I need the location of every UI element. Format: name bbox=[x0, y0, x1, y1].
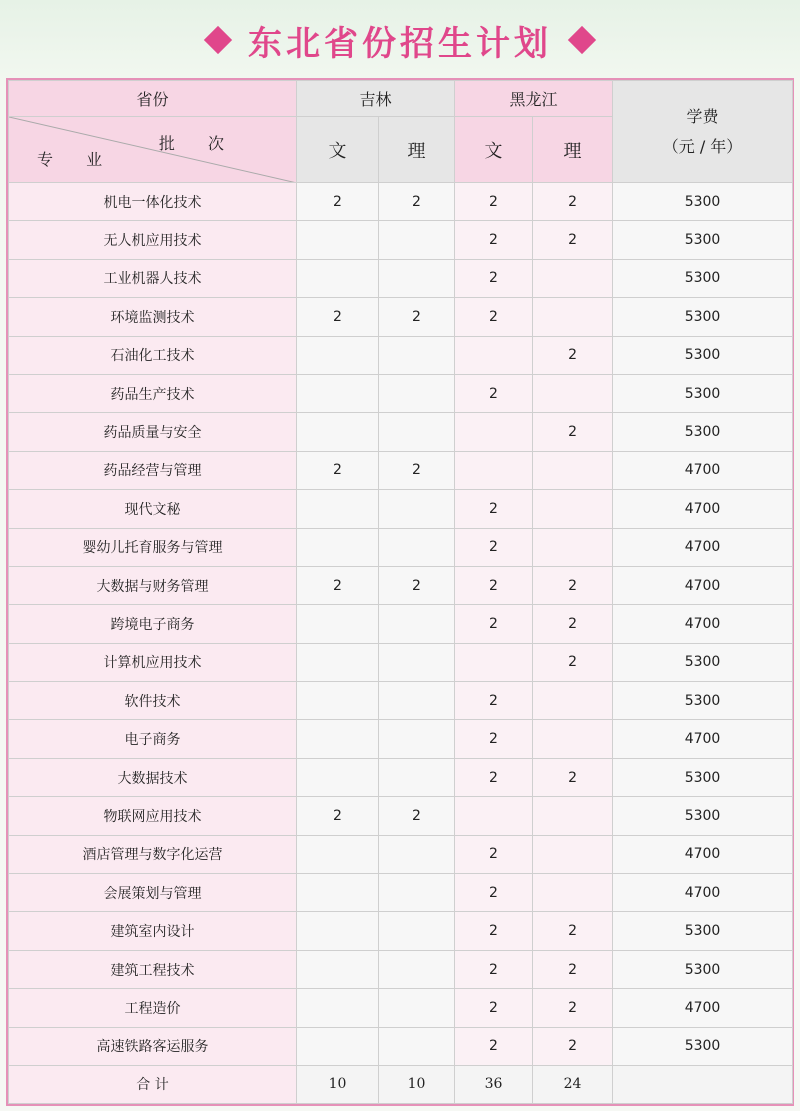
title-text: 东北省份招生计划 bbox=[248, 23, 552, 64]
quota-hlj-li-cell bbox=[533, 451, 613, 489]
table-row bbox=[9, 989, 793, 1027]
major-cell: 电子商务 bbox=[9, 720, 297, 758]
major-cell: 跨境电子商务 bbox=[9, 605, 297, 643]
batch-major-header bbox=[9, 117, 297, 183]
quota-hlj-wen-cell: 2 bbox=[455, 912, 533, 950]
quota-jl-wen-cell bbox=[297, 835, 379, 873]
total-tuition-cell bbox=[613, 1065, 793, 1103]
quota-jl-wen-cell: 2 bbox=[297, 451, 379, 489]
table-row bbox=[9, 758, 793, 796]
major-cell: 物联网应用技术 bbox=[9, 797, 297, 835]
quota-hlj-wen-cell: 2 bbox=[455, 221, 533, 259]
total-hlj-wen-cell: 36 bbox=[455, 1065, 533, 1103]
quota-jl-wen-cell bbox=[297, 490, 379, 528]
quota-jl-li-cell bbox=[379, 874, 455, 912]
tuition-cell: 4700 bbox=[613, 835, 793, 873]
table-row bbox=[9, 912, 793, 950]
table-row bbox=[9, 643, 793, 681]
major-cell: 药品质量与安全 bbox=[9, 413, 297, 451]
quota-jl-li-cell bbox=[379, 758, 455, 796]
quota-jl-wen-cell bbox=[297, 682, 379, 720]
table-row bbox=[9, 374, 793, 412]
tuition-cell: 4700 bbox=[613, 528, 793, 566]
quota-hlj-li-cell: 2 bbox=[533, 1027, 613, 1065]
subject-hlj-wen: 文 bbox=[455, 117, 533, 183]
major-cell: 软件技术 bbox=[9, 682, 297, 720]
tuition-header bbox=[613, 81, 793, 183]
quota-hlj-li-cell bbox=[533, 835, 613, 873]
total-jl-li-cell: 10 bbox=[379, 1065, 455, 1103]
tuition-unit: （元 / 年） bbox=[662, 136, 743, 156]
quota-jl-li-cell bbox=[379, 413, 455, 451]
table-row bbox=[9, 797, 793, 835]
subject-jilin-wen: 文 bbox=[297, 117, 379, 183]
quota-jl-wen-cell bbox=[297, 912, 379, 950]
quota-jl-wen-cell bbox=[297, 720, 379, 758]
quota-hlj-li-cell bbox=[533, 874, 613, 912]
quota-hlj-li-cell: 2 bbox=[533, 566, 613, 604]
major-cell: 药品生产技术 bbox=[9, 374, 297, 412]
quota-hlj-wen-cell: 2 bbox=[455, 566, 533, 604]
major-label: 专 业 bbox=[37, 150, 117, 169]
quota-jl-li-cell bbox=[379, 912, 455, 950]
quota-hlj-li-cell: 2 bbox=[533, 950, 613, 988]
quota-hlj-wen-cell: 2 bbox=[455, 720, 533, 758]
tuition-cell: 5300 bbox=[613, 1027, 793, 1065]
tuition-cell: 5300 bbox=[613, 413, 793, 451]
quota-jl-wen-cell bbox=[297, 413, 379, 451]
major-cell: 大数据与财务管理 bbox=[9, 566, 297, 604]
total-hlj-li-cell: 24 bbox=[533, 1065, 613, 1103]
quota-jl-wen-cell bbox=[297, 221, 379, 259]
quota-hlj-wen-cell: 2 bbox=[455, 758, 533, 796]
table-row bbox=[9, 682, 793, 720]
tuition-cell: 5300 bbox=[613, 336, 793, 374]
diamond-left-icon bbox=[204, 26, 232, 54]
quota-jl-wen-cell bbox=[297, 874, 379, 912]
quota-jl-wen-cell: 2 bbox=[297, 183, 379, 221]
major-cell: 机电一体化技术 bbox=[9, 183, 297, 221]
quota-hlj-wen-cell: 2 bbox=[455, 298, 533, 336]
quota-hlj-li-cell: 2 bbox=[533, 989, 613, 1027]
quota-hlj-li-cell: 2 bbox=[533, 221, 613, 259]
quota-hlj-wen-cell: 2 bbox=[455, 183, 533, 221]
tuition-cell: 5300 bbox=[613, 758, 793, 796]
quota-hlj-li-cell: 2 bbox=[533, 413, 613, 451]
subject-jilin-li: 理 bbox=[379, 117, 455, 183]
table-row bbox=[9, 451, 793, 489]
quota-jl-li-cell bbox=[379, 605, 455, 643]
quota-hlj-li-cell: 2 bbox=[533, 912, 613, 950]
major-cell: 药品经营与管理 bbox=[9, 451, 297, 489]
major-cell: 现代文秘 bbox=[9, 490, 297, 528]
tuition-cell: 5300 bbox=[613, 183, 793, 221]
page-title bbox=[0, 0, 800, 80]
quota-jl-wen-cell bbox=[297, 259, 379, 297]
quota-jl-li-cell bbox=[379, 528, 455, 566]
quota-jl-li-cell: 2 bbox=[379, 298, 455, 336]
quota-jl-wen-cell: 2 bbox=[297, 797, 379, 835]
tuition-cell: 5300 bbox=[613, 682, 793, 720]
major-cell: 会展策划与管理 bbox=[9, 874, 297, 912]
quota-hlj-wen-cell bbox=[455, 451, 533, 489]
major-cell: 工业机器人技术 bbox=[9, 259, 297, 297]
major-cell: 无人机应用技术 bbox=[9, 221, 297, 259]
table-row bbox=[9, 221, 793, 259]
quota-hlj-wen-cell bbox=[455, 336, 533, 374]
major-cell: 大数据技术 bbox=[9, 758, 297, 796]
tuition-cell: 4700 bbox=[613, 490, 793, 528]
quota-hlj-li-cell bbox=[533, 374, 613, 412]
table-row bbox=[9, 605, 793, 643]
quota-jl-li-cell bbox=[379, 720, 455, 758]
total-jl-wen-cell: 10 bbox=[297, 1065, 379, 1103]
quota-jl-li-cell: 2 bbox=[379, 451, 455, 489]
quota-jl-li-cell bbox=[379, 643, 455, 681]
quota-hlj-li-cell bbox=[533, 490, 613, 528]
quota-hlj-li-cell bbox=[533, 720, 613, 758]
table-row bbox=[9, 720, 793, 758]
quota-jl-wen-cell bbox=[297, 605, 379, 643]
quota-jl-wen-cell bbox=[297, 950, 379, 988]
table-row bbox=[9, 183, 793, 221]
province-header: 省份 bbox=[9, 81, 297, 117]
quota-jl-wen-cell bbox=[297, 374, 379, 412]
subject-hlj-li: 理 bbox=[533, 117, 613, 183]
quota-jl-wen-cell bbox=[297, 1027, 379, 1065]
quota-jl-li-cell bbox=[379, 835, 455, 873]
province-heilongjiang: 黑龙江 bbox=[455, 81, 613, 117]
major-cell: 建筑室内设计 bbox=[9, 912, 297, 950]
major-cell: 酒店管理与数字化运营 bbox=[9, 835, 297, 873]
quota-hlj-wen-cell: 2 bbox=[455, 374, 533, 412]
quota-hlj-li-cell bbox=[533, 259, 613, 297]
quota-jl-li-cell: 2 bbox=[379, 183, 455, 221]
quota-hlj-wen-cell: 2 bbox=[455, 490, 533, 528]
tuition-cell: 5300 bbox=[613, 221, 793, 259]
table-row bbox=[9, 874, 793, 912]
major-cell: 建筑工程技术 bbox=[9, 950, 297, 988]
table-row bbox=[9, 490, 793, 528]
table-row bbox=[9, 259, 793, 297]
table-row bbox=[9, 566, 793, 604]
tuition-cell: 5300 bbox=[613, 298, 793, 336]
quota-hlj-li-cell: 2 bbox=[533, 605, 613, 643]
quota-jl-li-cell bbox=[379, 682, 455, 720]
tuition-cell: 4700 bbox=[613, 874, 793, 912]
quota-jl-li-cell bbox=[379, 336, 455, 374]
quota-jl-wen-cell bbox=[297, 336, 379, 374]
major-cell: 工程造价 bbox=[9, 989, 297, 1027]
tuition-cell: 5300 bbox=[613, 643, 793, 681]
quota-hlj-wen-cell: 2 bbox=[455, 950, 533, 988]
quota-jl-li-cell bbox=[379, 1027, 455, 1065]
table-row bbox=[9, 835, 793, 873]
batch-label: 批 次 bbox=[158, 134, 238, 153]
quota-jl-li-cell bbox=[379, 950, 455, 988]
quota-jl-li-cell bbox=[379, 221, 455, 259]
quota-hlj-li-cell bbox=[533, 682, 613, 720]
tuition-cell: 4700 bbox=[613, 720, 793, 758]
quota-jl-wen-cell: 2 bbox=[297, 566, 379, 604]
quota-hlj-wen-cell: 2 bbox=[455, 989, 533, 1027]
quota-jl-wen-cell bbox=[297, 528, 379, 566]
table-row bbox=[9, 413, 793, 451]
quota-hlj-wen-cell: 2 bbox=[455, 259, 533, 297]
tuition-label: 学费 bbox=[686, 106, 719, 126]
quota-hlj-li-cell: 2 bbox=[533, 183, 613, 221]
table-row bbox=[9, 336, 793, 374]
quota-jl-li-cell: 2 bbox=[379, 566, 455, 604]
table-row bbox=[9, 298, 793, 336]
quota-jl-li-cell bbox=[379, 374, 455, 412]
tuition-cell: 4700 bbox=[613, 451, 793, 489]
quota-hlj-li-cell bbox=[533, 528, 613, 566]
tuition-cell: 4700 bbox=[613, 566, 793, 604]
quota-jl-wen-cell: 2 bbox=[297, 298, 379, 336]
major-cell: 婴幼儿托育服务与管理 bbox=[9, 528, 297, 566]
quota-jl-wen-cell bbox=[297, 643, 379, 681]
enrollment-table bbox=[8, 80, 793, 1104]
tuition-cell: 4700 bbox=[613, 605, 793, 643]
quota-hlj-li-cell: 2 bbox=[533, 336, 613, 374]
quota-jl-li-cell bbox=[379, 259, 455, 297]
quota-jl-wen-cell bbox=[297, 989, 379, 1027]
table-row bbox=[9, 950, 793, 988]
major-cell: 高速铁路客运服务 bbox=[9, 1027, 297, 1065]
province-jilin: 吉林 bbox=[297, 81, 455, 117]
tuition-cell: 5300 bbox=[613, 912, 793, 950]
major-cell: 环境监测技术 bbox=[9, 298, 297, 336]
total-label: 合 计 bbox=[9, 1065, 297, 1103]
quota-hlj-wen-cell: 2 bbox=[455, 874, 533, 912]
tuition-cell: 5300 bbox=[613, 374, 793, 412]
major-cell: 计算机应用技术 bbox=[9, 643, 297, 681]
quota-hlj-wen-cell: 2 bbox=[455, 528, 533, 566]
quota-hlj-wen-cell: 2 bbox=[455, 682, 533, 720]
quota-hlj-wen-cell bbox=[455, 643, 533, 681]
quota-hlj-li-cell bbox=[533, 298, 613, 336]
quota-jl-li-cell: 2 bbox=[379, 797, 455, 835]
table-row bbox=[9, 528, 793, 566]
quota-hlj-wen-cell: 2 bbox=[455, 835, 533, 873]
quota-hlj-wen-cell: 2 bbox=[455, 605, 533, 643]
tuition-cell: 5300 bbox=[613, 797, 793, 835]
quota-hlj-wen-cell: 2 bbox=[455, 1027, 533, 1065]
quota-hlj-li-cell bbox=[533, 797, 613, 835]
total-row bbox=[9, 1065, 793, 1103]
tuition-cell: 4700 bbox=[613, 989, 793, 1027]
quota-hlj-li-cell: 2 bbox=[533, 758, 613, 796]
quota-jl-li-cell bbox=[379, 989, 455, 1027]
diamond-right-icon bbox=[568, 26, 596, 54]
tuition-cell: 5300 bbox=[613, 259, 793, 297]
quota-hlj-li-cell: 2 bbox=[533, 643, 613, 681]
quota-jl-wen-cell bbox=[297, 758, 379, 796]
quota-hlj-wen-cell bbox=[455, 797, 533, 835]
quota-hlj-wen-cell bbox=[455, 413, 533, 451]
major-cell: 石油化工技术 bbox=[9, 336, 297, 374]
quota-jl-li-cell bbox=[379, 490, 455, 528]
table-row bbox=[9, 1027, 793, 1065]
tuition-cell: 5300 bbox=[613, 950, 793, 988]
